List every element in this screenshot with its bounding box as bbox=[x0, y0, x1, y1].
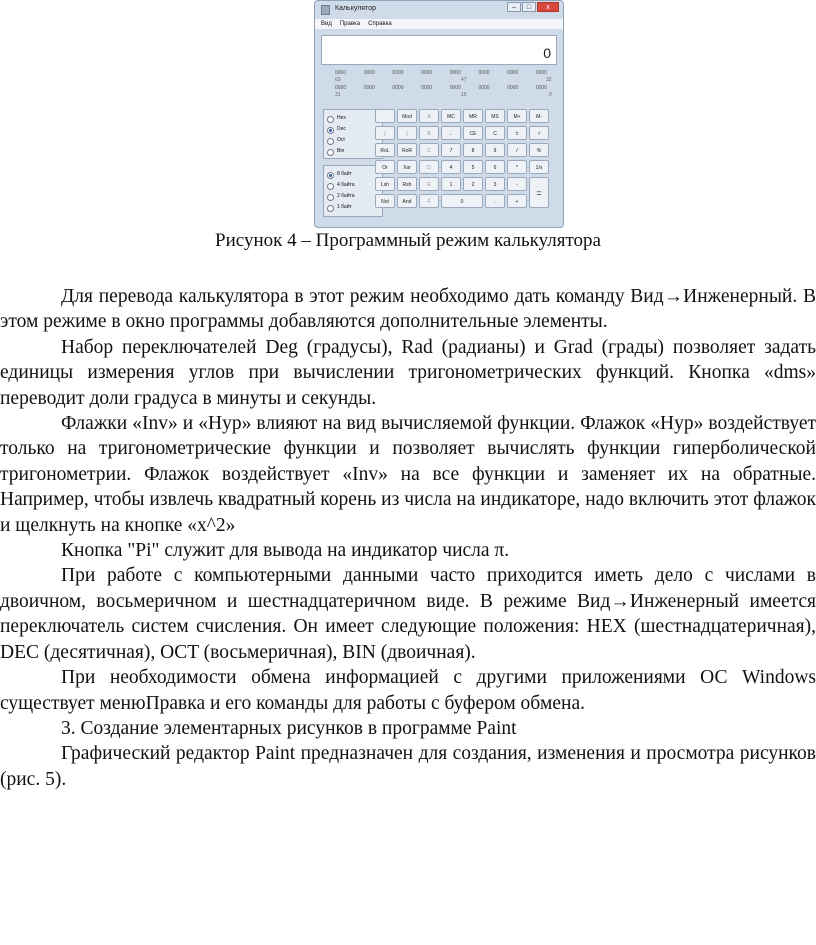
menu-edit[interactable]: Правка bbox=[339, 21, 361, 27]
bit-group: 0000 bbox=[507, 70, 519, 76]
bit-label: 31 bbox=[335, 92, 341, 98]
calculator-icon bbox=[321, 5, 330, 15]
maximize-button[interactable]: □ bbox=[522, 2, 536, 12]
key-Xor[interactable]: Xor bbox=[397, 160, 417, 174]
bit-label: 32 bbox=[546, 77, 552, 83]
bit-group: 0000 bbox=[478, 70, 490, 76]
key-E[interactable]: E bbox=[419, 177, 439, 191]
bit-group: 0000 bbox=[335, 70, 347, 76]
document-body bbox=[0, 284, 816, 792]
key-6[interactable]: 6 bbox=[485, 160, 505, 174]
bit-group: 0000 bbox=[421, 85, 433, 91]
key-/[interactable]: / bbox=[507, 143, 527, 157]
radio-1-byte[interactable]: 1 байт bbox=[324, 202, 382, 213]
window-title: Калькулятор bbox=[335, 5, 376, 12]
key-Not[interactable]: Not bbox=[375, 194, 395, 208]
radio-bin[interactable]: Bin bbox=[324, 146, 382, 157]
minimize-button[interactable]: – bbox=[507, 2, 521, 12]
key-blank[interactable] bbox=[375, 109, 395, 123]
key-MS[interactable]: MS bbox=[485, 109, 505, 123]
display bbox=[321, 35, 557, 65]
title-bar bbox=[315, 1, 563, 19]
menu-bar bbox=[315, 19, 563, 29]
key-RoL[interactable]: RoL bbox=[375, 143, 395, 157]
key-√[interactable]: √ bbox=[529, 126, 549, 140]
menu-help[interactable]: Справка bbox=[368, 21, 392, 27]
bit-label: 47 bbox=[461, 77, 467, 83]
key-%[interactable]: % bbox=[529, 143, 549, 157]
paragraph: Кнопка "Pi" служит для вывода на индикатор числа π. bbox=[61, 540, 510, 562]
radio-dec[interactable]: Dec bbox=[324, 124, 382, 135]
key-1[interactable]: 1 bbox=[441, 177, 461, 191]
bit-row-lower bbox=[335, 85, 557, 91]
bit-group: 0000 bbox=[478, 85, 490, 91]
key-2[interactable]: 2 bbox=[463, 177, 483, 191]
key-B[interactable]: B bbox=[419, 126, 439, 140]
key-C[interactable]: C bbox=[485, 126, 505, 140]
key-Or[interactable]: Or bbox=[375, 160, 395, 174]
bit-group: 0000 bbox=[335, 85, 347, 91]
paragraph: Графический редактор Paint предназначен для создания, изменения и просмотра рисунков (рис. 5). bbox=[0, 743, 816, 790]
key-M-[interactable]: M- bbox=[529, 109, 549, 123]
bit-group: 0000 bbox=[392, 70, 404, 76]
paragraph: Набор переключателей Deg (градусы), Rad (радианы) и Grad (грады) позволяет задать единицы измерения углов при вычислении тригонометрических функций. Кнопка «dms» переводит доли градуса в минуты и секунды. bbox=[0, 336, 816, 409]
radix-group bbox=[323, 109, 383, 159]
bit-display bbox=[321, 70, 557, 104]
menu-view[interactable]: Вид bbox=[321, 21, 332, 27]
key-Lsh[interactable]: Lsh bbox=[375, 177, 395, 191]
key-RoR[interactable]: RoR bbox=[397, 143, 417, 157]
key-←[interactable]: ← bbox=[441, 126, 461, 140]
key-Mod[interactable]: Mod bbox=[397, 109, 417, 123]
key-4[interactable]: 4 bbox=[441, 160, 461, 174]
radio-2-bytes[interactable]: 2 байта bbox=[324, 191, 382, 202]
bit-group: 0000 bbox=[421, 70, 433, 76]
key-D[interactable]: D bbox=[419, 160, 439, 174]
key-Rsh[interactable]: Rsh bbox=[397, 177, 417, 191]
key-F[interactable]: F bbox=[419, 194, 439, 208]
key-M+[interactable]: M+ bbox=[507, 109, 527, 123]
paragraph: Для перевода калькулятора в этот режим необходимо дать команду Вид→Инженерный. В этом режиме в окно программы добавляются дополнительные элементы. bbox=[0, 286, 816, 333]
window-controls bbox=[506, 2, 559, 12]
key-0[interactable]: 0 bbox=[441, 194, 483, 208]
radio-hex[interactable]: Hex bbox=[324, 113, 382, 124]
bit-group: 0000 bbox=[449, 70, 461, 76]
word-size-group bbox=[323, 165, 383, 217]
paragraph: 3. Создание элементарных рисунков в программе Paint bbox=[61, 717, 517, 739]
key-CE[interactable]: CE bbox=[463, 126, 483, 140]
paragraph: При необходимости обмена информацией с другими приложениями ОС Windows существует менюПравка и его команды для работы с буфером обмена. bbox=[0, 667, 816, 714]
paragraph: При работе с компьютерными данными часто приходится иметь дело с числами в двоичном, восьмеричном и шестнадцатеричном виде. В режиме Вид→Инженерный имеется переключатель систем счисления. Он имеет следующие положения: HEX (шестнадцатеричная), DEC (десятичная), OCT (восьмеричная), BIN (двоичная). bbox=[0, 565, 816, 663]
key-+[interactable]: + bbox=[507, 194, 527, 208]
bit-group: 0000 bbox=[535, 85, 547, 91]
paragraph: Флажки «Inv» и «Hyp» влияют на вид вычисляемой функции. Флажок «Hyp» воздействует только на тригонометрические функции и позволяет вычислять функции гиперболической тригонометрии. Флажок воздействует «Inv» на все функции и заменяет их на обратные. Например, чтобы извлечь квадратный корень из числа на индикаторе, надо включить этот флажок и щелкнуть на кнопке «x^2» bbox=[0, 413, 816, 536]
key-±[interactable]: ± bbox=[507, 126, 527, 140]
bit-group: 0000 bbox=[535, 70, 547, 76]
radio-oct[interactable]: Oct bbox=[324, 135, 382, 146]
radio-4-bytes[interactable]: 4 байта bbox=[324, 180, 382, 191]
display-value: 0 bbox=[543, 45, 551, 61]
key-5[interactable]: 5 bbox=[463, 160, 483, 174]
key-7[interactable]: 7 bbox=[441, 143, 461, 157]
bit-row-upper bbox=[335, 70, 557, 76]
key-*[interactable]: * bbox=[507, 160, 527, 174]
bit-label: 0 bbox=[549, 92, 552, 98]
key-9[interactable]: 9 bbox=[485, 143, 505, 157]
bit-group: 0000 bbox=[507, 85, 519, 91]
close-button[interactable]: x bbox=[537, 2, 559, 12]
key-A[interactable]: A bbox=[419, 109, 439, 123]
key-=[interactable]: = bbox=[529, 177, 549, 208]
radio-8-bytes[interactable]: 8 байт bbox=[324, 169, 382, 180]
key-8[interactable]: 8 bbox=[463, 143, 483, 157]
key-([interactable]: ( bbox=[375, 126, 395, 140]
key-1/x[interactable]: 1/x bbox=[529, 160, 549, 174]
bit-label: 63 bbox=[335, 77, 341, 83]
bit-group: 0000 bbox=[392, 85, 404, 91]
bit-group: 0000 bbox=[449, 85, 461, 91]
key-MC[interactable]: MC bbox=[441, 109, 461, 123]
bit-label: 15 bbox=[461, 92, 467, 98]
key-C[interactable]: C bbox=[419, 143, 439, 157]
bit-group: 0000 bbox=[363, 85, 375, 91]
key-MR[interactable]: MR bbox=[463, 109, 483, 123]
key-.[interactable]: . bbox=[485, 194, 505, 208]
key-And[interactable]: And bbox=[397, 194, 417, 208]
key--[interactable]: - bbox=[507, 177, 527, 191]
figure-caption: Рисунок 4 – Программный режим калькулятора bbox=[215, 230, 601, 251]
calculator-window bbox=[314, 0, 564, 228]
key-3[interactable]: 3 bbox=[485, 177, 505, 191]
bit-group: 0000 bbox=[363, 70, 375, 76]
key-)[interactable]: ) bbox=[397, 126, 417, 140]
